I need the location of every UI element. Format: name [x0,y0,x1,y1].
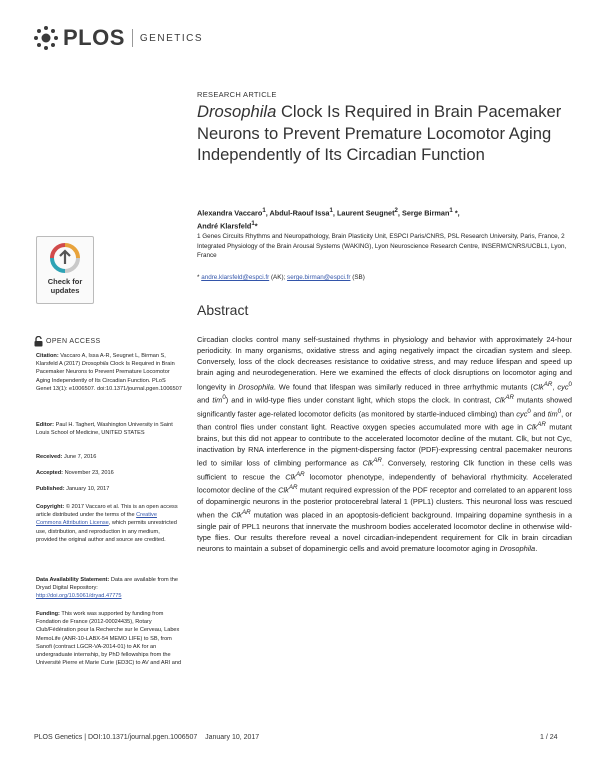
badge-line2: updates [50,286,80,295]
affiliations: 1 Genes Circuits Rhythms and Neuropathology, Brain Plasticity Unit, ESPCI Paris/CNRS, PSL Research University, Paris, France, 2 Integrated Physiology of the Brain Arousal Systems (WAKING), Lyon Neuroscience Research Centre, INSERM/CNRS/UCBL1, Lyon, France [197,233,567,260]
title-italic: Drosophila [197,102,277,121]
open-access-text: OPEN ACCESS [46,338,101,345]
author-list: Alexandra Vaccaro$^1$, Abdul-Raouf Issa$^1$, Laurent Seugnet$^2$, Serge Birman$^1$ *, André Klarsfeld$^1$* [197,207,460,231]
author-name[interactable]: , Laurent Seugnet [332,208,395,218]
badge-line1: Check for [47,277,83,286]
author-name[interactable]: , Abdul-Raouf Issa [265,208,330,218]
author-name[interactable]: Alexandra Vaccaro [197,208,263,218]
license-link[interactable]: Creative Commons Attribution License [36,512,157,527]
title-text: Clock Is Required in Brain Pacemaker Neurons to Prevent Premature Locomotor Aging Independently of Its Circadian Function [197,102,562,164]
copyright-block: Copyright: © 2017 Vaccaro et al. This is an open access article distributed under the terms of the Creative Commons Attribution License, which permits unrestricted use, distribution, and reproduction in any medium, provided the original author and source are credited. [36,504,178,543]
logo-divider [132,29,133,47]
author-name[interactable]: , Serge Birman [397,208,450,218]
article-title [197,101,572,166]
data-availability-block: Data Availability Statement: Data are available from the Dryad Digital Repository: http://doi.org/10.5061/dryad.47775 [36,577,178,600]
page-number: 1 / 24 [540,734,558,741]
correspondence [197,274,572,281]
abstract-heading: Abstract [197,302,249,318]
published-date: Published: January 10, 2017 [36,486,110,492]
open-access-label [34,336,101,347]
funding-block: Funding: This work was supported by funding from Fondation de France (2012-00024435), Rotary Club/Fédération pour la Recherche sur le Cerveau, Labex MemoLife (ANR-10-LABX-54 MEMO LIFE) to SB, from Sanofi (contract LGCR-VA-2014-01) to AK for an undergraduate internship, by PhD fellowships from the Université Pierre et Marie Curie (ED3C) to AV and ARI and [36,611,182,667]
check-for-updates-badge[interactable] [36,236,94,304]
page-footer-citation: PLOS Genetics | DOI:10.1371/journal.pgen.1006507 January 10, 2017 [34,734,260,741]
citation-block: Citation: Vaccaro A, Issa A-R, Seugnet L, Birman S, Klarsfeld A (2017) Drosophila Clock Is Required in Brain Pacemaker Neurons to Prevent Premature Locomotor Aging Independently of Its Circadian Function. PLoS Genet 13(1): e1006507. doi:10.1371/journal.pgen.1006507 [36,353,182,392]
received-date: Received: June 7, 2016 [36,454,97,460]
open-lock-icon [34,336,43,347]
author-name[interactable]: André Klarsfeld [197,221,252,231]
email-suffix: (SB) [350,274,365,281]
article-type: RESEARCH ARTICLE [197,90,277,99]
email-link-sb[interactable]: serge.birman@espci.fr [287,274,351,281]
abstract-body: Circadian clocks control many self-sustained rhythms in physiology and behavior with approximately 24-hour periodicity. In many organisms, oxidative stress and aging negatively impact the circadian system and sleep. Conversely, loss of the clock decreases resistance to oxidative stress, and may reduce lifespan and speed up brain aging and neurodegeneration. Here we examined the effects of clock disruptions on locomotor aging and longevity in Drosophila. We found that lifespan was similarly reduced in three arrhythmic mutants (Clk$^{AR}$, cyc$^0$ and tim$^0$) and in wild-type flies under constant light, which stops the clock. In contrast, Clk$^{AR}$ mutants showed significantly faster age-related locomotor deficits (as monitored by startle-induced climbing) than cyc$^0$ and tim$^0$, or than control flies under constant light. Reactive oxygen species accumulated more with age in Clk$^{AR}$ mutant brains, but this did not appear to contribute to the accelerated locomotor decline of the mutant. Clk, but not Cyc, inactivation by RNA interference in the pigment-dispersing factor (PDF)-expressing central pacemaker neurons led to similar loss of climbing performance as Clk$^{AR}$. Conversely, restoring Clk function in these cells was sufficient to rescue the Clk$^{AR}$ locomotor phenotype, independently of behavioral rhythmicity. Accelerated locomotor decline of the Clk$^{AR}$ mutant required expression of the PDF receptor and correlated to an apparent loss of dopaminergic neurons in the posterior protocerebral lateral 1 (PPL1) clusters. This neuronal loss was rescued when the Clk$^{AR}$ mutation was placed in an apoptosis-deficient background. Impairing dopamine synthesis in a single pair of PPL1 neurons that innervate the mushroom bodies accelerated locomotor decline in otherwise wild-type flies. Our results therefore reveal a novel circadian-independent requirement for Clk in brain circadian neurons to maintain a subset of dopaminergic cells and avoid premature locomotor aging in Drosophila. [197,335,573,553]
email-marker: * [197,274,202,281]
dryad-link[interactable]: http://doi.org/10.5061/dryad.47775 [36,593,122,600]
journal-name: GENETICS [139,32,204,44]
check-for-updates-icon [49,242,81,274]
email-link-ak[interactable]: andre.klarsfeld@espci.fr [201,274,270,281]
editor-block: Editor: Paul H. Taghert, Washington University in Saint Louis School of Medicine, UNITED STATES [36,422,173,437]
accepted-date: Accepted: November 23, 2016 [36,470,114,476]
journal-logo [33,25,203,51]
plos-logo-icon [33,25,59,51]
plos-brand: PLOS [63,25,125,50]
email-suffix: (AK); [269,274,288,281]
